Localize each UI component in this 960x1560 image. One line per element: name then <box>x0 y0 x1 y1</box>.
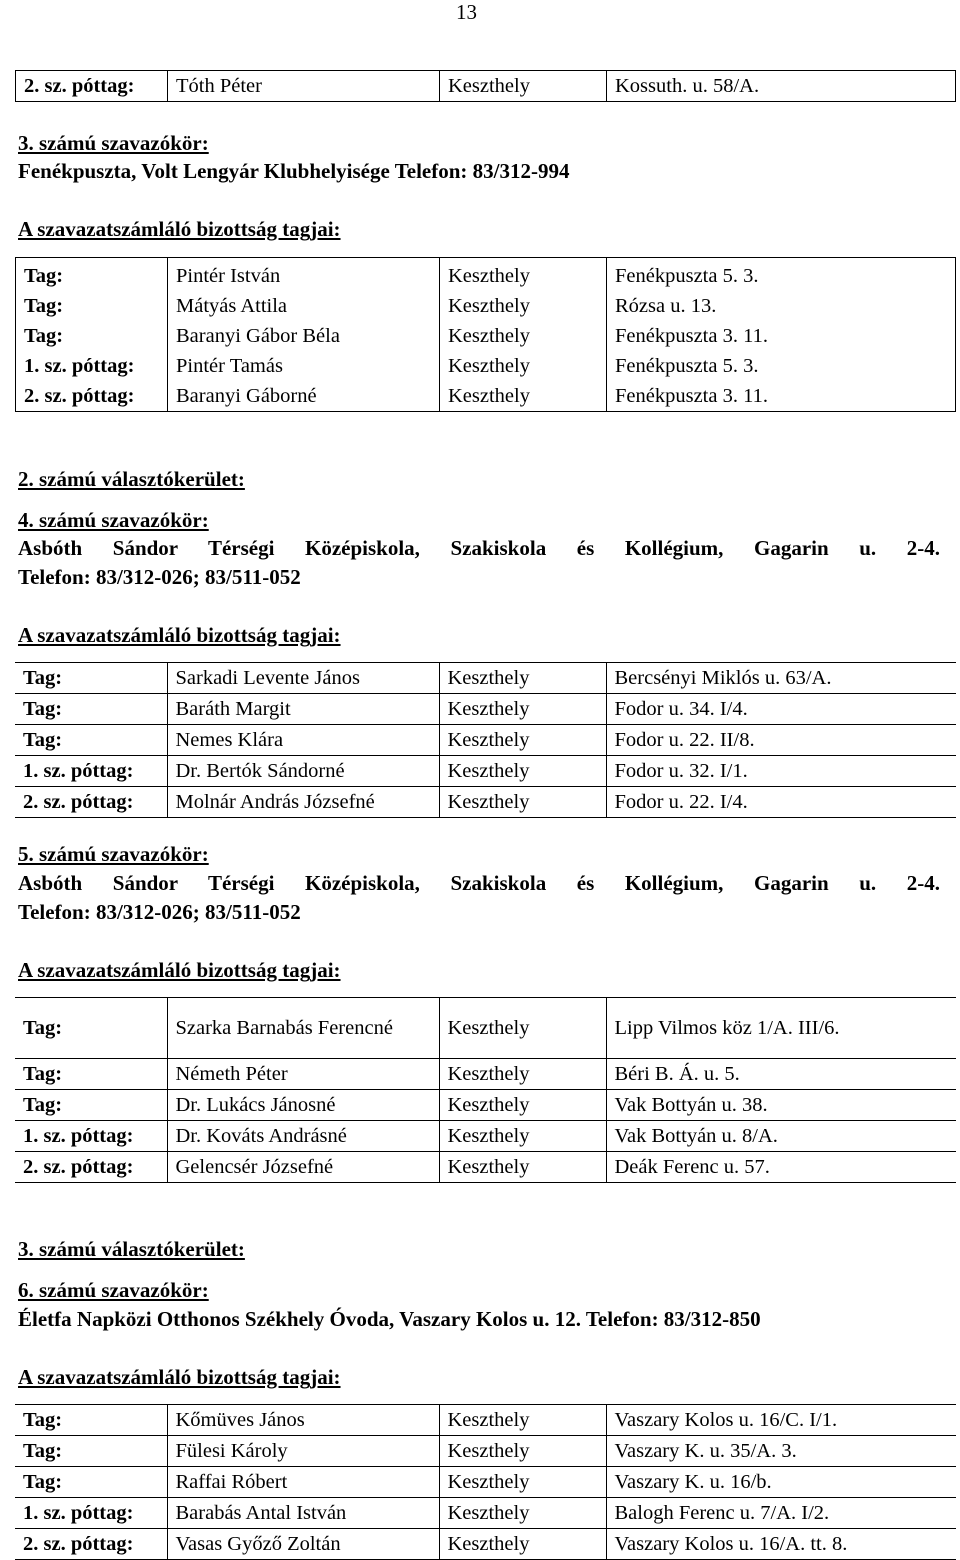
address-cell: Béri B. Á. u. 5. <box>606 1059 956 1090</box>
district-5-location: Asbóth Sándor Térségi Középiskola, Szakiskola és Kollégium, Gagarin u. 2-4. <box>18 871 940 895</box>
committee-table-4 <box>15 662 956 818</box>
address-cell: Fodor u. 32. I/1. <box>606 756 956 787</box>
address-cell: Fodor u. 22. II/8. <box>606 725 956 756</box>
table-row <box>15 1436 956 1467</box>
table-row <box>15 1405 956 1436</box>
district-4-location: Asbóth Sándor Térségi Középiskola, Szakiskola és Kollégium, Gagarin u. 2-4. <box>18 536 940 560</box>
address-cell: Fodor u. 34. I/4. <box>606 694 956 725</box>
district-5-heading: 5. számú szavazókör: <box>18 842 209 866</box>
role-cell: 2. sz. póttag: <box>24 385 135 407</box>
address-cell: Fenékpuszta 5. 3. <box>607 351 956 381</box>
district-3-members-heading: A szavazatszámláló bizottság tagjai: <box>18 217 341 241</box>
table-row <box>16 291 956 321</box>
role-cell: Tag: <box>15 694 167 725</box>
role-cell: Tag: <box>15 1467 167 1498</box>
address-cell: Vaszary Kolos u. 16/A. tt. 8. <box>606 1529 956 1560</box>
name-cell: Baranyi Gábor Béla <box>168 321 440 351</box>
role-cell: Tag: <box>15 1090 167 1121</box>
table-row <box>15 725 956 756</box>
role-cell: Tag: <box>15 725 167 756</box>
name-cell: Sarkadi Levente János <box>167 663 439 694</box>
address-cell: Vak Bottyán u. 8/A. <box>606 1121 956 1152</box>
role-cell: Tag: <box>15 1059 167 1090</box>
city-cell: Keszthely <box>439 725 606 756</box>
address-cell: Fenékpuszta 5. 3. <box>607 258 956 292</box>
table-row <box>15 1121 956 1152</box>
table-row <box>16 321 956 351</box>
district-6-location: Életfa Napközi Otthonos Székhely Óvoda, Vaszary Kolos u. 12. Telefon: 83/312-850 <box>18 1307 761 1331</box>
name-cell: Dr. Lukács Jánosné <box>167 1090 439 1121</box>
role-cell: Tag: <box>24 265 64 287</box>
address-cell: Lipp Vilmos köz 1/A. III/6. <box>606 998 956 1059</box>
committee-table-6 <box>15 1404 956 1560</box>
city-cell: Keszthely <box>439 756 606 787</box>
role-cell: 1. sz. póttag: <box>15 1498 167 1529</box>
name-cell: Nemes Klára <box>167 725 439 756</box>
table-row <box>16 71 956 102</box>
table-row <box>15 1467 956 1498</box>
city-cell: Keszthely <box>439 1436 606 1467</box>
city-cell: Keszthely <box>439 1405 606 1436</box>
district-4-members-heading: A szavazatszámláló bizottság tagjai: <box>18 623 341 647</box>
constituency-3-heading: 3. számú választókerület: <box>18 1237 245 1261</box>
city-cell: Keszthely <box>439 1121 606 1152</box>
address-cell: Bercsényi Miklós u. 63/A. <box>606 663 956 694</box>
district-6-heading: 6. számú szavazókör: <box>18 1278 209 1302</box>
city-cell: Keszthely <box>439 998 606 1059</box>
address-cell: Vak Bottyán u. 38. <box>606 1090 956 1121</box>
address-cell: Rózsa u. 13. <box>607 291 956 321</box>
name-cell: Mátyás Attila <box>168 291 440 321</box>
committee-table-3 <box>15 257 956 412</box>
role-cell: 2. sz. póttag: <box>15 1152 167 1183</box>
role-cell: 2. sz. póttag: <box>24 75 135 97</box>
table-row <box>15 1059 956 1090</box>
table-row <box>15 1498 956 1529</box>
constituency-2-heading: 2. számú választókerület: <box>18 467 245 491</box>
name-cell: Vasas Győző Zoltán <box>167 1529 439 1560</box>
city-cell: Keszthely <box>440 351 607 381</box>
name-cell: Raffai Róbert <box>167 1467 439 1498</box>
role-cell: 1. sz. póttag: <box>15 756 167 787</box>
district-4-phone: Telefon: 83/312-026; 83/511-052 <box>18 565 301 589</box>
role-cell: 1. sz. póttag: <box>24 355 135 377</box>
table-row <box>15 1152 956 1183</box>
name-cell: Pintér Tamás <box>168 351 440 381</box>
address-cell: Vaszary Kolos u. 16/C. I/1. <box>606 1405 956 1436</box>
city-cell: Keszthely <box>439 1498 606 1529</box>
city-cell: Keszthely <box>439 1152 606 1183</box>
city-cell: Keszthely <box>440 291 607 321</box>
city-cell: Keszthely <box>440 71 607 102</box>
table-row <box>15 787 956 818</box>
table-row <box>15 1090 956 1121</box>
table-row <box>15 663 956 694</box>
name-cell: Tóth Péter <box>168 71 440 102</box>
district-3-heading: 3. számú szavazókör: <box>18 131 209 155</box>
name-cell: Gelencsér Józsefné <box>167 1152 439 1183</box>
name-cell: Pintér István <box>168 258 440 292</box>
city-cell: Keszthely <box>440 258 607 292</box>
role-cell: Tag: <box>15 1436 167 1467</box>
city-cell: Keszthely <box>440 321 607 351</box>
city-cell: Keszthely <box>439 1090 606 1121</box>
role-cell: 2. sz. póttag: <box>15 787 167 818</box>
district-6-members-heading: A szavazatszámláló bizottság tagjai: <box>18 1365 341 1389</box>
table-row <box>15 998 956 1059</box>
table-row <box>16 381 956 412</box>
name-cell: Molnár András Józsefné <box>167 787 439 818</box>
role-cell: 1. sz. póttag: <box>15 1121 167 1152</box>
role-cell: Tag: <box>15 998 167 1059</box>
address-cell: Vaszary K. u. 35/A. 3. <box>606 1436 956 1467</box>
city-cell: Keszthely <box>439 1529 606 1560</box>
role-cell: Tag: <box>15 1405 167 1436</box>
address-cell: Kossuth. u. 58/A. <box>607 71 956 102</box>
city-cell: Keszthely <box>439 694 606 725</box>
name-cell: Szarka Barnabás Ferencné <box>167 998 439 1059</box>
name-cell: Baráth Margit <box>167 694 439 725</box>
district-3-location: Fenékpuszta, Volt Lengyár Klubhelyisége Telefon: 83/312-994 <box>18 159 570 183</box>
address-cell: Vaszary K. u. 16/b. <box>606 1467 956 1498</box>
name-cell: Kőmüves János <box>167 1405 439 1436</box>
city-cell: Keszthely <box>439 1059 606 1090</box>
name-cell: Barabás Antal István <box>167 1498 439 1529</box>
table-row <box>15 694 956 725</box>
table-row <box>16 258 956 292</box>
address-cell: Balogh Ferenc u. 7/A. I/2. <box>606 1498 956 1529</box>
page-number: 13 <box>456 0 477 24</box>
committee-table-5 <box>15 997 956 1183</box>
city-cell: Keszthely <box>439 787 606 818</box>
address-cell: Deák Ferenc u. 57. <box>606 1152 956 1183</box>
address-cell: Fenékpuszta 3. 11. <box>607 381 956 412</box>
name-cell: Fülesi Károly <box>167 1436 439 1467</box>
name-cell: Dr. Bertók Sándorné <box>167 756 439 787</box>
committee-table-top <box>15 70 956 102</box>
name-cell: Németh Péter <box>167 1059 439 1090</box>
city-cell: Keszthely <box>439 1467 606 1498</box>
district-5-members-heading: A szavazatszámláló bizottság tagjai: <box>18 958 341 982</box>
table-row <box>15 756 956 787</box>
role-cell: Tag: <box>24 325 64 347</box>
table-row <box>16 351 956 381</box>
district-4-heading: 4. számú szavazókör: <box>18 508 209 532</box>
city-cell: Keszthely <box>440 381 607 412</box>
role-cell: 2. sz. póttag: <box>15 1529 167 1560</box>
district-5-phone: Telefon: 83/312-026; 83/511-052 <box>18 900 301 924</box>
name-cell: Baranyi Gáborné <box>168 381 440 412</box>
city-cell: Keszthely <box>439 663 606 694</box>
name-cell: Dr. Kováts Andrásné <box>167 1121 439 1152</box>
address-cell: Fenékpuszta 3. 11. <box>607 321 956 351</box>
address-cell: Fodor u. 22. I/4. <box>606 787 956 818</box>
role-cell: Tag: <box>15 663 167 694</box>
role-cell: Tag: <box>24 295 64 317</box>
